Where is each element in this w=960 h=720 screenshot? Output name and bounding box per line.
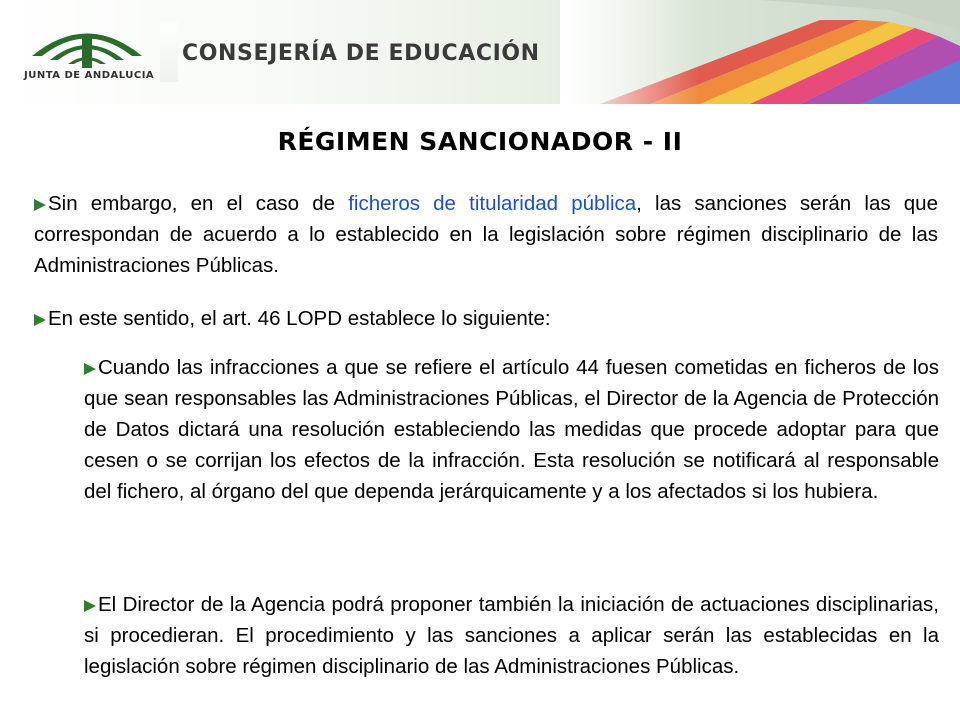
sub-bullet-paragraph-1 (84, 352, 939, 507)
bullet-1-text-before: Sin embargo, en el caso de (48, 192, 349, 215)
bullet-paragraph-2 (34, 303, 938, 334)
slide-title: RÉGIMEN SANCIONADOR - II (277, 127, 683, 156)
sub-bullet-1-text: Cuando las infracciones a que se refiere el artículo 44 fuesen cometidas en ficheros de los que sean responsables las Administraciones Públicas, el Director de la Agencia de Protección de Datos dictará una resolución estableciendo las medidas que procede adoptar para que cesen o se corrijan los efectos de la infracción. Esta resolución se notificará al responsable del fichero, al órgano del que dependa jerárquicamente y a los afectados si los hubiera. (84, 356, 939, 503)
sub-bullet-paragraph-2 (84, 589, 939, 682)
bullet-1-text-after: , las sanciones serán las que correspondan de acuerdo a lo establecido en la legislación sobre régimen disciplinario de las Administraciones Públicas. (34, 192, 938, 277)
bullet-1-highlight: ficheros de titularidad pública (348, 192, 637, 215)
header-divider (160, 22, 178, 82)
arrow-bullet-icon (84, 600, 96, 612)
crayons-image (560, 0, 960, 104)
bullet-paragraph-1 (34, 188, 938, 281)
department-title: CONSEJERÍA DE EDUCACIÓN (182, 41, 540, 66)
header-banner (0, 0, 960, 104)
logo-text: JUNTA DE ANDALUCIA (24, 70, 155, 81)
arrow-bullet-icon (34, 199, 46, 211)
arrow-bullet-icon (84, 363, 96, 375)
sub-bullet-2-text: El Director de la Agencia podrá proponer también la iniciación de actuaciones disciplinarias, si procedieran. El procedimiento y las sanciones a aplicar serán las establecidas en la legislación sobre régimen disciplinario de las Administraciones Públicas. (84, 593, 939, 678)
bullet-2-text: En este sentido, el art. 46 LOPD establece lo siguiente: (48, 307, 551, 330)
arrow-bullet-icon (34, 314, 46, 326)
